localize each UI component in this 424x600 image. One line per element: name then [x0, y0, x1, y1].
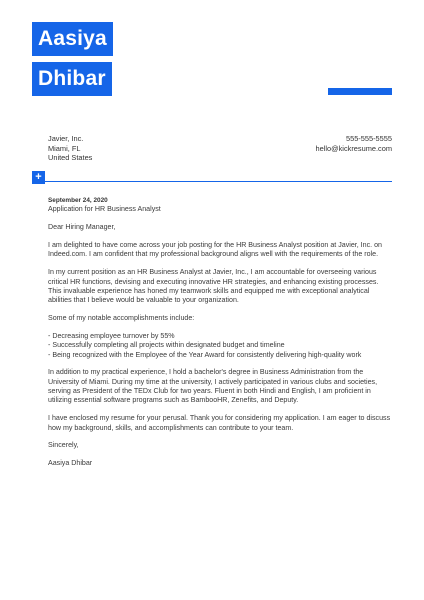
sender-country: United States	[48, 153, 93, 163]
list-item: - Decreasing employee turnover by 55%	[48, 331, 175, 340]
letter-paragraph-experience: In my current position as an HR Business Analyst at Javier, Inc., I am accountable for overseeing various critical HR functions, devising and executing innovative HR strategies, and enhancing existing processes. This invaluable experience has honed my teamwork skills and equipped me with exceptional analytical abilities that I believe would be valuable to your organization.	[48, 268, 379, 305]
letter-body	[48, 196, 392, 477]
contact-info	[315, 134, 392, 153]
plus-icon: +	[32, 171, 45, 184]
letter-salutation: Dear Hiring Manager,	[48, 223, 116, 232]
letter-paragraph-closing: I have enclosed my resume for your perusal. Thank you for considering my application. I am eager to discuss how my background, skills, and accomplishments can contribute to your team.	[48, 414, 391, 432]
accomplishments-intro: Some of my notable accomplishments include:	[48, 314, 195, 323]
letter-signature: Aasiya Dhibar	[48, 459, 93, 468]
accent-bar	[328, 88, 392, 95]
letter-date: September 24, 2020	[48, 197, 108, 204]
contact-phone: 555-555-5555	[345, 134, 392, 143]
contact-email: hello@kickresume.com	[315, 143, 392, 153]
letter-closing: Sincerely,	[48, 441, 79, 450]
sender-address	[48, 134, 92, 163]
sender-company: Javier, Inc.	[48, 134, 84, 143]
list-item: - Successfully completing all projects within designated budget and timeline	[48, 341, 285, 350]
accomplishments-list	[48, 332, 392, 360]
letter-paragraph-intro: I am delighted to have come across your job posting for the HR Business Analyst position at Javier, Inc. on Indeed.com. I am confident that my professional background aligns well with the requirements of the role.	[48, 241, 382, 259]
section-divider	[45, 181, 392, 182]
letter-paragraph-education: In addition to my practical experience, I hold a bachelor's degree in Business Administration from the University of Miami. During my time at the university, I actively participated in various clubs and societies, serving as President of the TEDx Club for two years. Fluent in both Hindi and English, I am proficient in utilizing essential software programs such as BambooHR, Zenefits, and Deputy.	[48, 368, 378, 405]
first-name: Aasiya	[32, 22, 113, 56]
last-name: Dhibar	[32, 62, 112, 96]
sender-city: Miami, FL	[48, 143, 81, 153]
letter-subject: Application for HR Business Analyst	[48, 205, 161, 214]
list-item: - Being recognized with the Employee of the Year Award for consistently delivering high-quality work	[48, 350, 362, 359]
